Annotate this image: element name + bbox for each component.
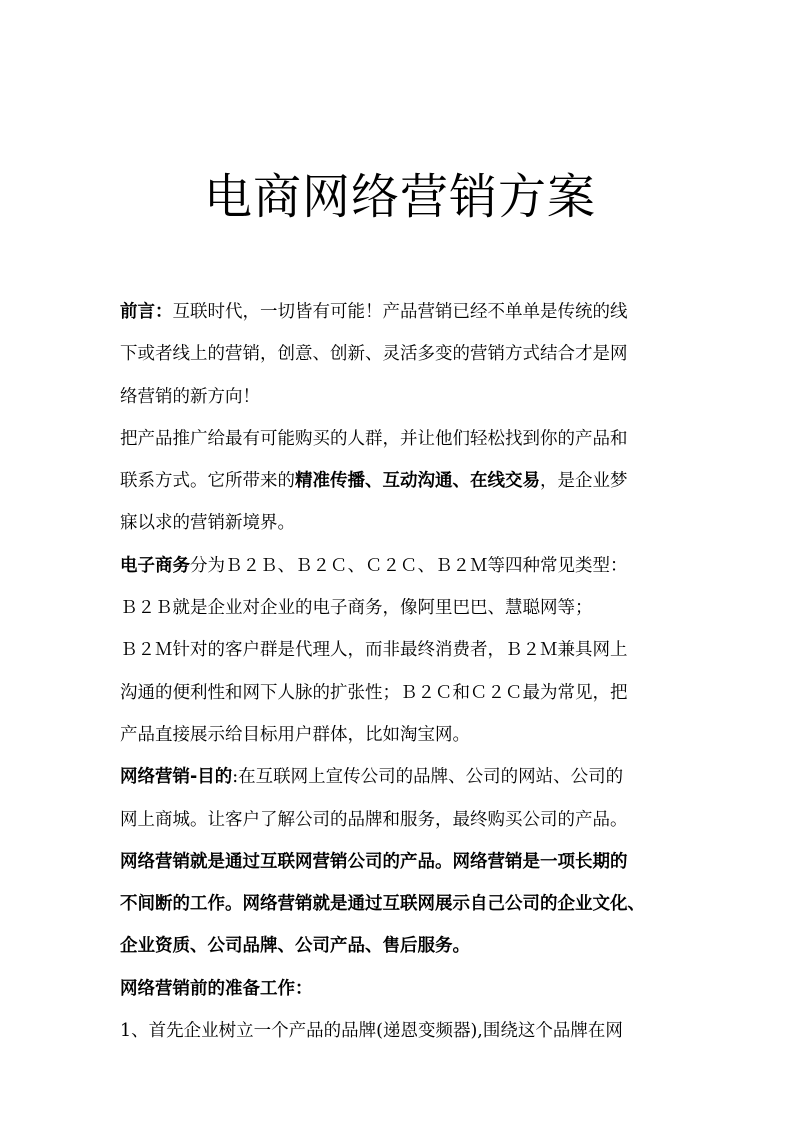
paragraph-ecommerce-types bbox=[120, 545, 688, 587]
document-body bbox=[120, 291, 688, 1052]
text-line bbox=[120, 968, 688, 1010]
paragraph-preparation-heading bbox=[120, 968, 688, 1010]
paragraph-b2b bbox=[120, 587, 688, 629]
text-run: 把产品推广给最有可能购买的人群，并让他们轻松找到你的产品和 bbox=[120, 428, 628, 449]
text-run: 络营销的新方向！ bbox=[120, 386, 260, 407]
text-line bbox=[120, 587, 688, 629]
text-run: 联系方式。它所带来的 bbox=[120, 471, 295, 492]
document-title: 电商网络营销方案 bbox=[203, 169, 596, 225]
text-line bbox=[120, 925, 688, 967]
text-run: 下或者线上的营销，创意、创新、灵活多变的营销方式结合才是网 bbox=[120, 344, 628, 365]
text-line bbox=[120, 714, 688, 756]
bold-text: 企业资质、公司品牌、公司产品、售后服务。 bbox=[120, 936, 470, 957]
text-run: 沟通的便利性和网下人脉的扩张性；Ｂ２Ｃ和Ｃ２Ｃ最为常见，把 bbox=[120, 682, 628, 703]
text-run: :在互联网上宣传公司的品牌、公司的网站、公司的 bbox=[232, 767, 624, 788]
text-line bbox=[120, 502, 688, 544]
bold-text: 网络营销-目的 bbox=[120, 767, 233, 788]
text-line bbox=[120, 545, 688, 587]
text-run: 互联时代，一切皆有可能！产品营销已经不单单是传统的线 bbox=[172, 302, 628, 322]
bold-text: 不间断的工作。网络营销就是通过互联网展示自己公司的企业文化、 bbox=[120, 894, 645, 915]
text-line bbox=[120, 883, 688, 925]
text-line bbox=[120, 799, 688, 841]
text-run: 寐以求的营销新境界。 bbox=[120, 513, 295, 534]
paragraph-definition bbox=[120, 841, 688, 968]
text-line bbox=[120, 841, 688, 883]
text-run: ，是企业梦 bbox=[540, 471, 628, 492]
text-line bbox=[120, 756, 688, 798]
text-line bbox=[120, 291, 688, 333]
text-line bbox=[120, 333, 688, 375]
text-run: 网上商城。让客户了解公司的品牌和服务，最终购买公司的产品。 bbox=[120, 809, 628, 830]
paragraph-promotion bbox=[120, 418, 688, 545]
bold-text: 网络营销前的准备工作： bbox=[120, 978, 313, 999]
bold-text: 前言： bbox=[120, 302, 173, 322]
text-line bbox=[120, 1010, 688, 1052]
text-line bbox=[120, 460, 688, 502]
text-run: Ｂ２Ｍ针对的客户群是代理人，而非最终消费者，Ｂ２Ｍ兼具网上 bbox=[120, 640, 628, 661]
text-line bbox=[120, 629, 688, 671]
bold-text: 网络营销就是通过互联网营销公司的产品。网络营销是一项长期的 bbox=[120, 851, 628, 872]
bold-text: 精准传播、互动沟通、在线交易 bbox=[295, 471, 540, 492]
text-line bbox=[120, 672, 688, 714]
text-line bbox=[120, 418, 688, 460]
text-run: 产品直接展示给目标用户群体，比如淘宝网。 bbox=[120, 724, 470, 745]
paragraph-preface bbox=[120, 291, 688, 418]
bold-text: 电子商务 bbox=[120, 555, 190, 576]
paragraph-b2m bbox=[120, 629, 688, 756]
text-run: 1、首先企业树立一个产品的品牌(递恩变频器),围绕这个品牌在网 bbox=[120, 1021, 623, 1042]
paragraph-step-1 bbox=[120, 1010, 688, 1052]
text-run: 分为Ｂ２Ｂ、Ｂ２Ｃ、Ｃ２Ｃ、Ｂ２Ｍ等四种常见类型： bbox=[190, 555, 628, 576]
paragraph-purpose bbox=[120, 756, 688, 841]
text-run: Ｂ２Ｂ就是企业对企业的电子商务，像阿里巴巴、慧聪网等； bbox=[120, 598, 593, 619]
text-line bbox=[120, 376, 688, 418]
